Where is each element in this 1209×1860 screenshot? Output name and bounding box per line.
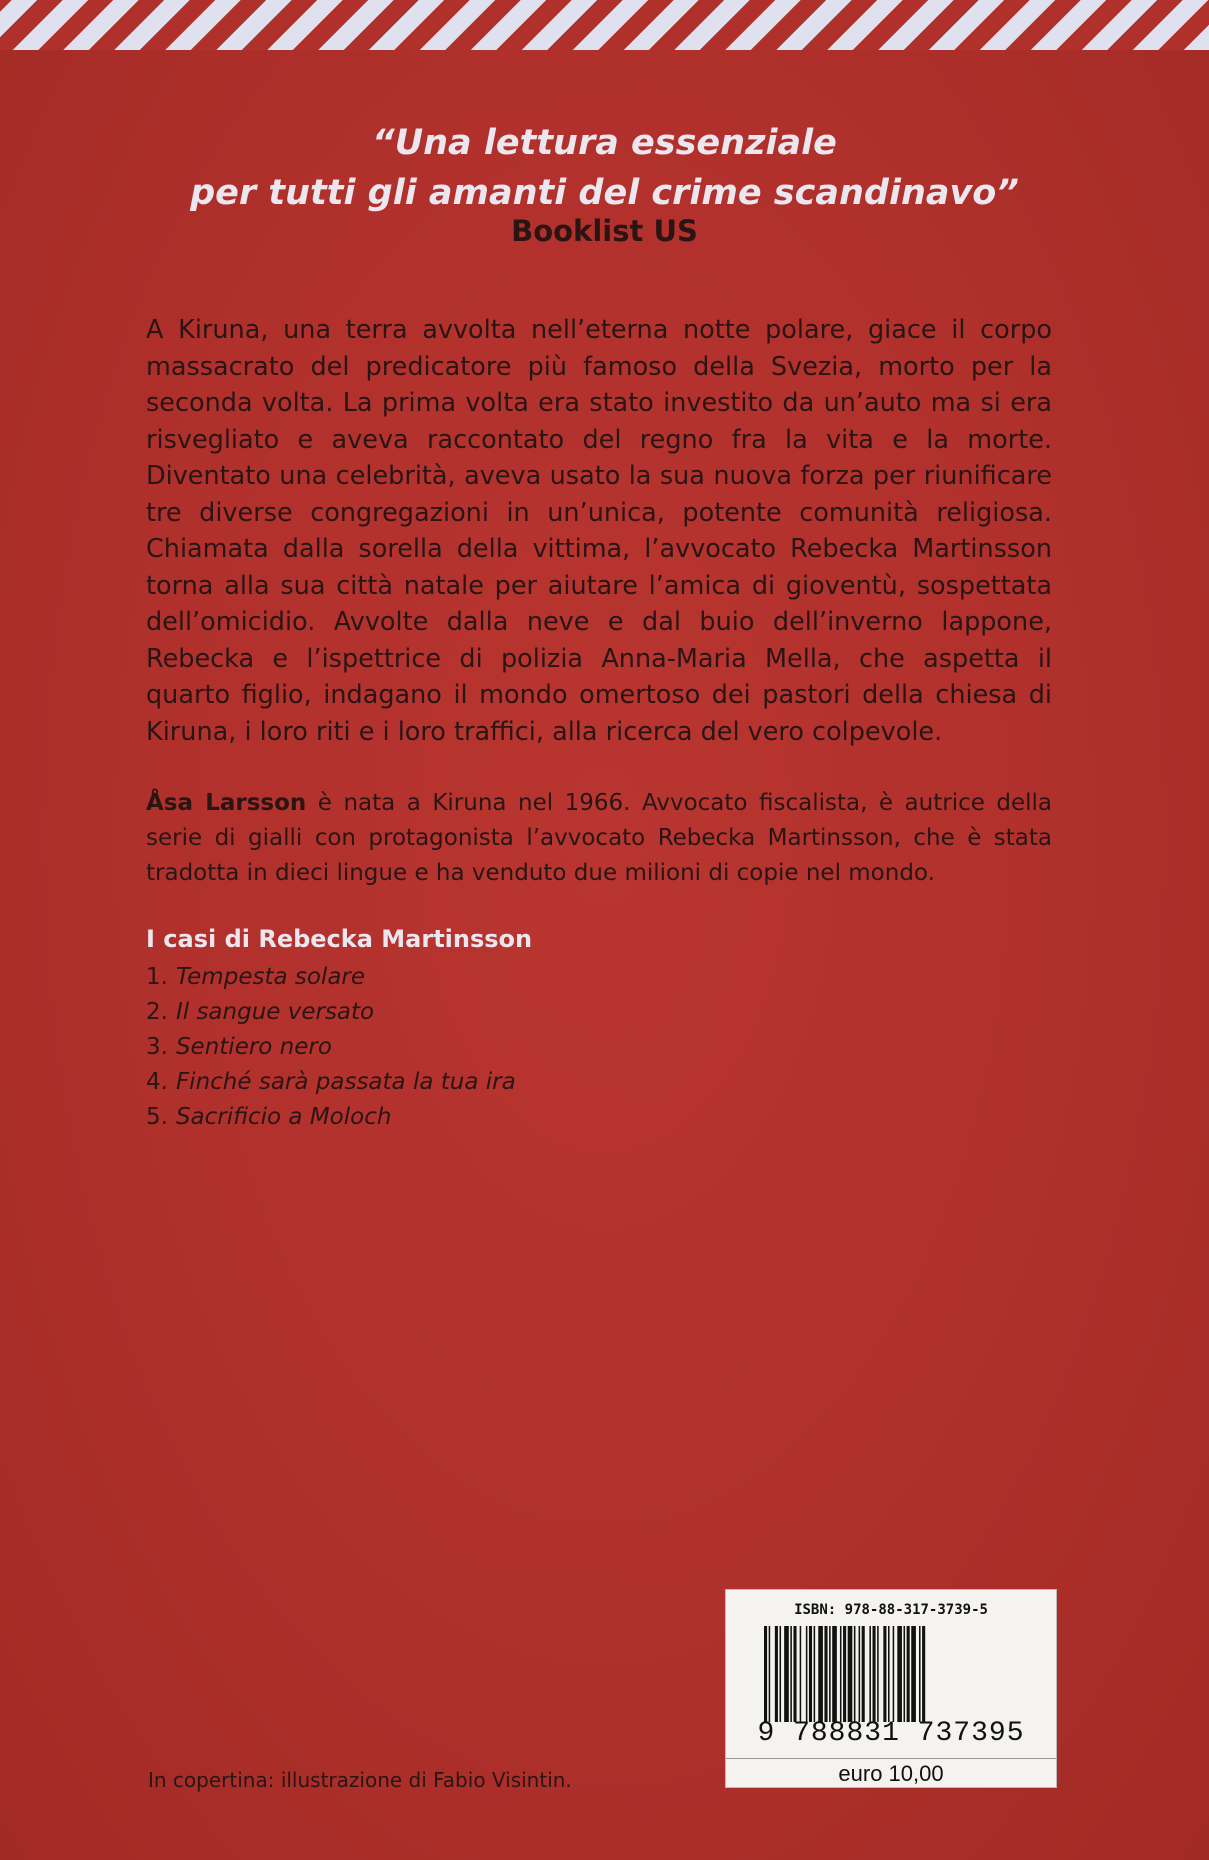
list-item: [146, 960, 516, 995]
barcode-bar: [922, 1626, 925, 1722]
barcode-bar: [873, 1626, 876, 1722]
series-list: [146, 960, 516, 1135]
barcode-bar: [888, 1626, 890, 1722]
barcode-bar: [883, 1626, 886, 1722]
synopsis: A Kiruna, una terra avvolta nell’eterna notte polare, giace il corpo massacrato del predicatore più famoso della Svezia, morto per la seconda volta. La prima volta era stato investito da un’auto ma si era risvegliato e aveva raccontato del regno fra la vita e la morte. Diventato una celebrità, aveva usato la sua nuova forza per riunificare tre diverse congregazioni in un’unica, potente comunità religiosa. Chiamata dalla sorella della vittima, l’avvocato Rebecka Martinsson torna alla sua città natale per aiutare l’amica di gioventù, sospettata dell’omicidio. Avvolte dalla neve e dal buio dell’inverno lappone, Rebecka e l’ispettrice di polizia Anna-Maria Mella, che aspetta il quarto figlio, indagano il mondo omertoso dei pastori della chiesa di Kiruna, i loro riti e i loro traffici, alla ricerca del vero colpevole.: [146, 315, 1052, 747]
quote-line-1: “Una lettura essenziale: [372, 123, 837, 163]
barcode-bar: [814, 1626, 816, 1722]
barcode-bar: [832, 1626, 837, 1722]
list-item: [146, 1100, 516, 1135]
barcode-bar: [877, 1626, 879, 1722]
cover-credit: In copertina: illustrazione di Fabio Visintin.: [148, 1768, 572, 1792]
barcode-bar: [862, 1626, 865, 1722]
review-quote: [0, 118, 1209, 218]
barcode-bar: [869, 1626, 871, 1722]
author-name: Åsa Larsson: [146, 790, 307, 816]
quote-line-2: per tutti gli amanti del crime scandinavo”: [190, 173, 1019, 213]
barcode-bar: [907, 1626, 910, 1722]
list-item-number: 4.: [146, 1069, 168, 1095]
ean-digits: 9 788831 737395: [757, 1718, 1025, 1749]
barcode-bar: [824, 1626, 827, 1722]
list-item-title: Sacrificio a Moloch: [175, 1104, 392, 1130]
quote-source: Booklist US: [511, 214, 698, 248]
barcode-bar: [919, 1626, 921, 1722]
price: euro 10,00: [726, 1758, 1056, 1788]
barcode-bar: [784, 1626, 789, 1722]
list-item: [146, 1065, 516, 1100]
isbn-number: ISBN: 978-88-317-3739-5: [794, 1602, 988, 1618]
barcode-bar: [790, 1626, 792, 1722]
barcode-bar: [829, 1626, 831, 1722]
barcode-bar: [911, 1626, 916, 1722]
series-title: I casi di Rebecka Martinsson: [146, 925, 533, 953]
list-item-number: 3.: [146, 1034, 168, 1060]
barcode-bar: [859, 1626, 861, 1722]
barcode-icon: [764, 1626, 1036, 1722]
barcode-bar: [793, 1626, 796, 1722]
list-item: [146, 995, 516, 1030]
barcode-bar: [893, 1626, 895, 1722]
barcode-label: [725, 1589, 1057, 1788]
barcode-bar: [848, 1626, 853, 1722]
author-bio: [146, 786, 1052, 891]
list-item-title: Sentiero nero: [175, 1034, 332, 1060]
barcode-bar: [854, 1626, 856, 1722]
list-item-title: Finché sarà passata la tua ira: [175, 1069, 516, 1095]
barcode-bar: [800, 1626, 802, 1722]
barcode-bar: [780, 1626, 782, 1722]
list-item-number: 1.: [146, 964, 168, 990]
list-item-number: 5.: [146, 1104, 168, 1130]
barcode-bar: [904, 1626, 906, 1722]
striped-border: [0, 0, 1209, 50]
list-item-title: Il sangue versato: [175, 999, 375, 1025]
list-item: [146, 1030, 516, 1065]
list-item-title: Tempesta solare: [175, 964, 366, 990]
list-item-number: 2.: [146, 999, 168, 1025]
author-bio-text: è nata a Kiruna nel 1966. Avvocato fiscalista, è autrice della serie di gialli con protagonista l’avvocato Rebecka Martinsson, che è stata tradotta in dieci lingue e ha venduto due milioni di copie nel mondo.: [146, 790, 1053, 886]
barcode-bar: [775, 1626, 778, 1722]
barcode-bar: [764, 1626, 767, 1722]
barcode-bar: [818, 1626, 823, 1722]
barcode-bar: [809, 1626, 812, 1722]
barcode-bar: [769, 1626, 771, 1722]
barcode-bar: [806, 1626, 808, 1722]
barcode-bar: [843, 1626, 846, 1722]
barcode-bar: [897, 1626, 902, 1722]
barcode-bar: [840, 1626, 842, 1722]
